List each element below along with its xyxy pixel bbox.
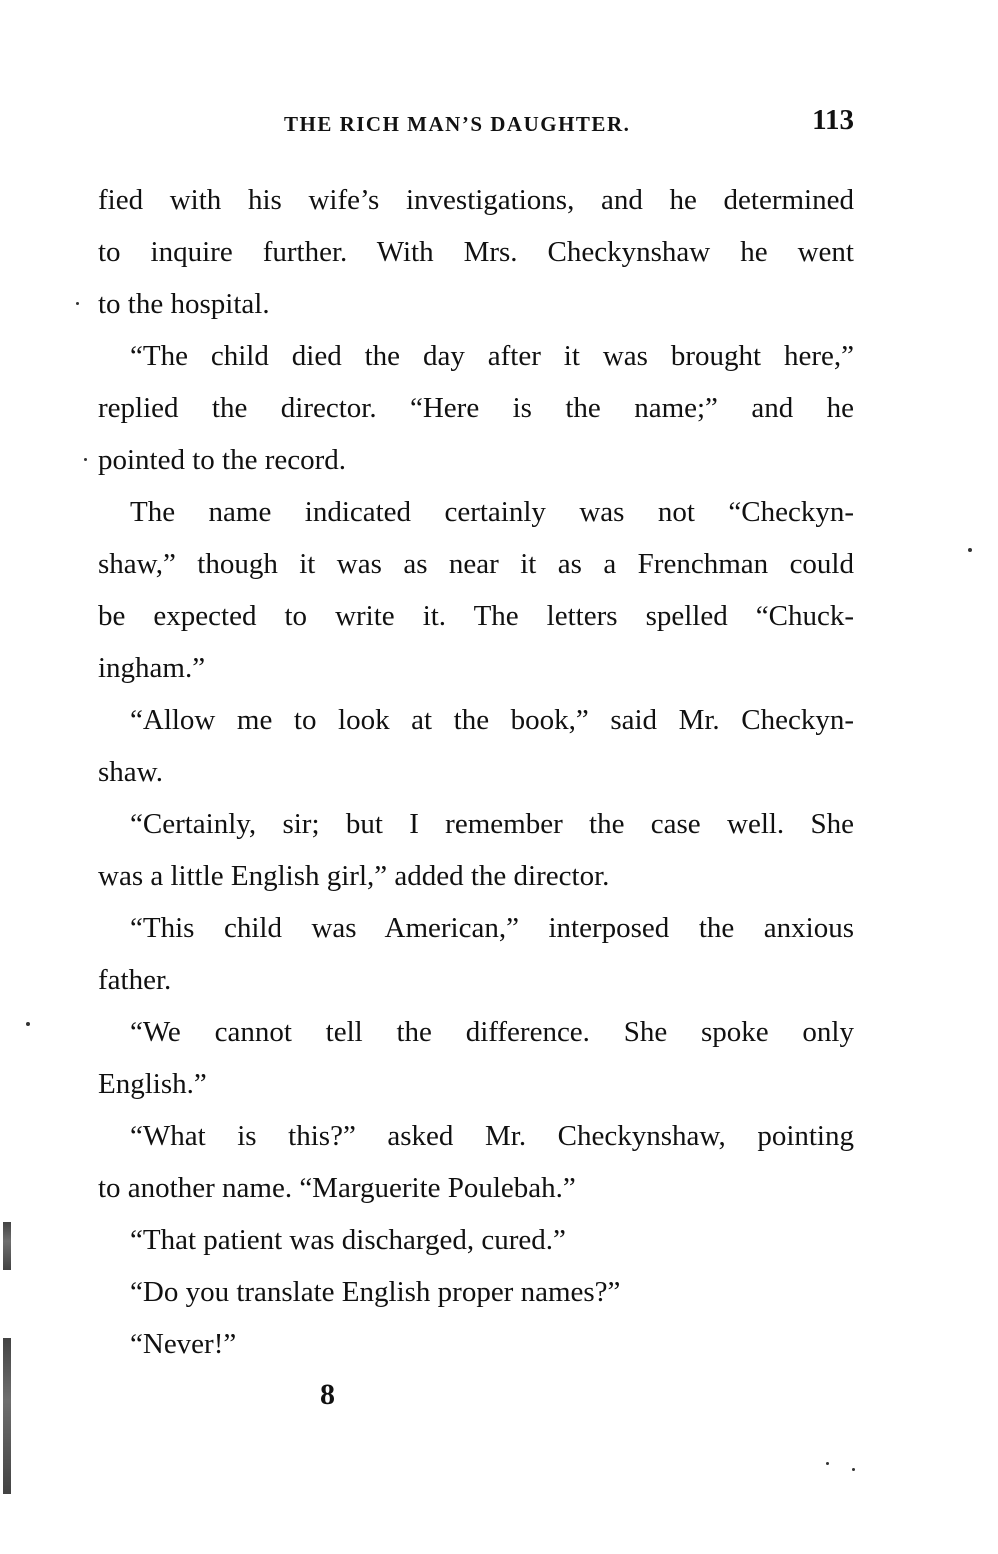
signature-mark: 8 — [320, 1378, 335, 1411]
body-text — [98, 174, 854, 1370]
text-line: be expected to write it. The letters spelled “Chuck- — [98, 600, 854, 632]
text-line: “Allow me to look at the book,” said Mr. Checkyn- — [130, 704, 854, 736]
binding-edge-mark — [3, 1222, 11, 1270]
text-line: shaw. — [98, 756, 163, 788]
text-line: “Certainly, sir; but I remember the case well. She — [130, 808, 854, 840]
text-line: was a little English girl,” added the director. — [98, 860, 610, 892]
text-line: “What is this?” asked Mr. Checkynshaw, pointing — [130, 1120, 854, 1152]
text-line: pointed to the record. — [98, 444, 347, 476]
scan-speck — [26, 1022, 30, 1026]
scan-speck — [84, 458, 87, 461]
text-line: “This child was American,” interposed the anxious — [130, 912, 854, 944]
text-line: “Never!” — [130, 1328, 237, 1360]
text-line: “That patient was discharged, cured.” — [130, 1224, 566, 1256]
page-header — [98, 104, 854, 144]
text-line: to the hospital. — [98, 288, 270, 320]
text-line: ingham.” — [98, 652, 206, 684]
page-number: 113 — [812, 104, 854, 136]
text-line: “The child died the day after it was brought here,” — [130, 340, 854, 372]
text-line: fied with his wife’s investigations, and he determined — [98, 184, 854, 216]
text-line: English.” — [98, 1068, 207, 1100]
scan-speck — [852, 1468, 855, 1471]
text-line: to inquire further. With Mrs. Checkynshaw he went — [98, 236, 854, 268]
text-line: father. — [98, 964, 172, 996]
text-line: “We cannot tell the difference. She spoke only — [130, 1016, 854, 1048]
running-head: THE RICH MAN’S DAUGHTER. — [284, 112, 631, 136]
scan-speck — [968, 548, 972, 552]
text-line: replied the director. “Here is the name;” and he — [98, 392, 854, 424]
text-line: “Do you translate English proper names?” — [130, 1276, 621, 1308]
text-line: to another name. “Marguerite Poulebah.” — [98, 1172, 576, 1204]
scan-speck — [76, 302, 79, 305]
text-line: The name indicated certainly was not “Checkyn- — [130, 496, 854, 528]
scan-speck — [826, 1462, 829, 1465]
text-line: shaw,” though it was as near it as a Frenchman could — [98, 548, 854, 580]
binding-edge-mark — [3, 1338, 11, 1494]
